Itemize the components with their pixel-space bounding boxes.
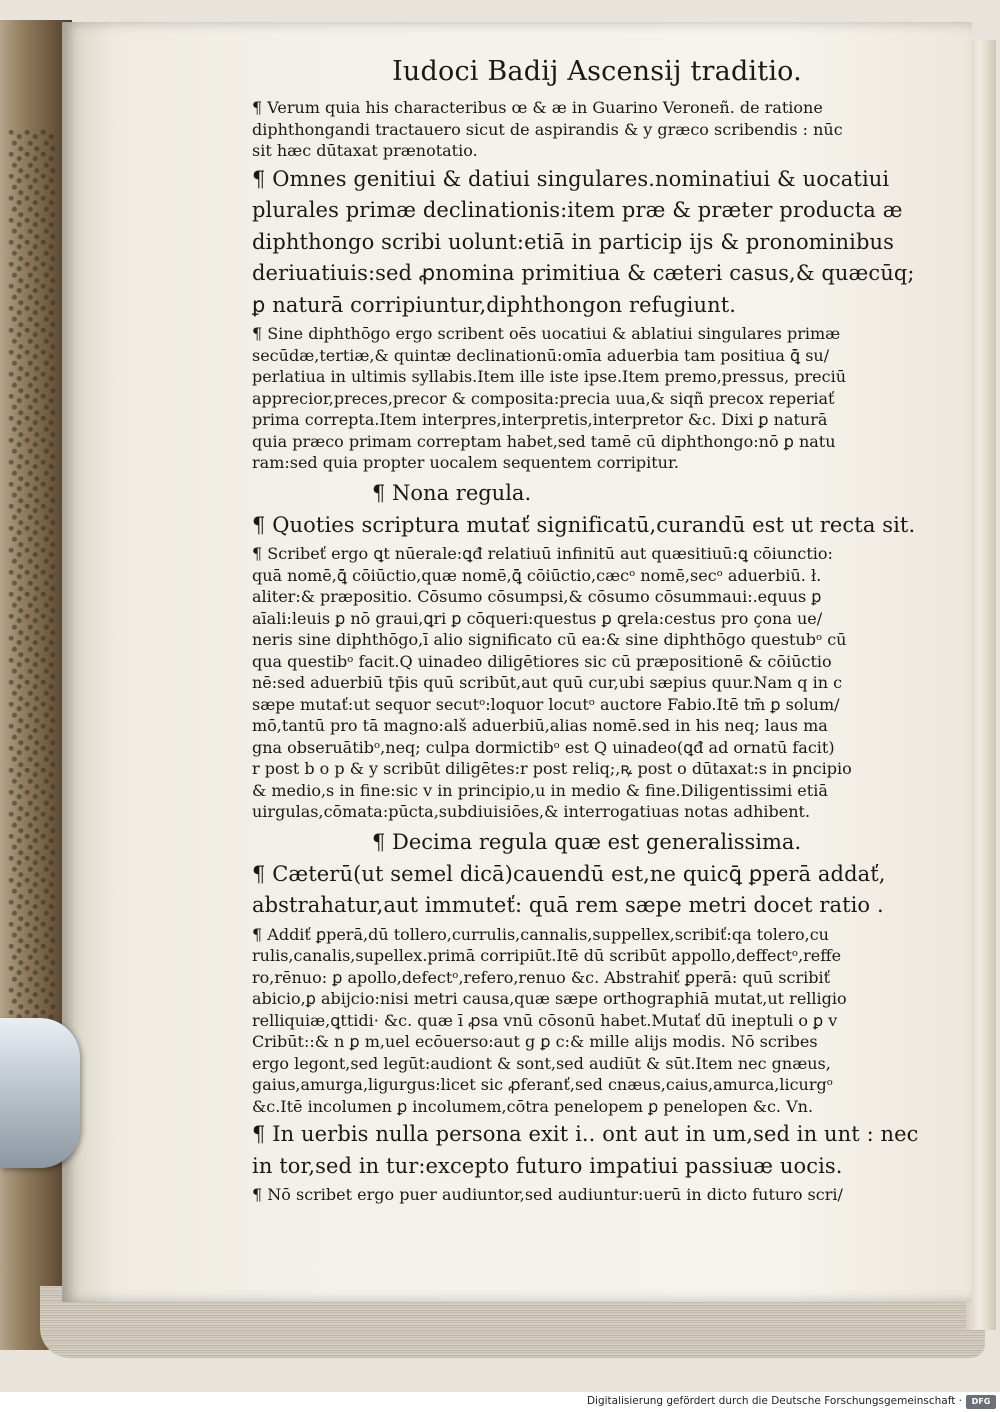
paragraph-heading: [252, 478, 912, 508]
running-head: Iudoci Badij Ascensij traditio.: [392, 56, 802, 87]
paragraph-rule: [252, 164, 915, 322]
text-line: ro,rēnuo: ꝑ apollo,defectᵒ,refero,renuo &c. Abstrahiť ꝑperā: quū scribiť: [252, 967, 831, 987]
binding-texture: [8, 130, 56, 1130]
text-line: ¶ Scribeť ergo ꝗt nūerale:ꝗđ relatiuū infinitū aut quæsitiuū:ꝗ cōiunctio:: [252, 544, 833, 563]
paragraph-rule: [252, 1119, 919, 1182]
paragraph-body: [252, 543, 912, 823]
text-line: ¶ In uerbis nulla persona exit i.. ont aut in um,sed in unt : nec: [252, 1122, 919, 1146]
text-line: deriuatiuis:sed ꝓnomina primitiua & cæteri casus,& quæcūq;: [252, 261, 915, 285]
text-line: apprecior,preces,precor & composita:precia uua,& siqñ precox reperiať: [252, 388, 835, 408]
paragraph-heading: [252, 827, 912, 857]
paragraph-body: [252, 97, 912, 162]
text-line: aliter:& præpositio. Cōsumo cōsumpsi,& cōsumo cōsummaui:.equus ꝑ: [252, 587, 822, 606]
text-line: aīali:leuis ꝑ nō graui,ꝗri ꝑ cōqueri:questus ꝑ ꝗrela:cestus pro çona ue/: [252, 608, 823, 628]
text-line: ¶ Omnes genitiui & datiui singulares.nominatiui & uocatiui: [252, 166, 890, 191]
text-line: & medio,s in fine:sic v in principio,u in medio & fine.Diligentissimi etiā: [252, 780, 828, 800]
paragraph-body: [252, 323, 912, 474]
paragraph-rule: [252, 859, 912, 922]
text-line: ¶ Nō scribet ergo puer audiuntor,sed audiuntur:uerū in dicto futuro scri/: [252, 1185, 843, 1204]
paragraph-body: [252, 1184, 912, 1206]
text-line: nē:sed aduerbiū tp̄is quū scribūt,aut quū cur,ubi sæpius quur.Nam q in c: [252, 673, 843, 692]
text-line: gaius,amurga,ligurgus:licet sic ꝓferanť,sed cnæus,caius,amurca,licurgᵒ: [252, 1075, 833, 1094]
text-line: ¶ Quoties scriptura mutať significatū,curandū est ut recta sit.: [252, 512, 916, 537]
text-line: sit hæc dūtaxat prænotatio.: [252, 141, 478, 160]
text-line: neris sine diphthōgo,ī alio significato cū ea:& sine diphthōgo questubᵒ cū: [252, 630, 847, 649]
text-line: ¶ Cæterū(ut semel dicā)cauendū est,ne quicꝗ̄ ꝑperā addať,: [252, 861, 886, 886]
text-line: rulis,canalis,supellex.primā corripiūt.Itē dū scribūt appollo,deffectᵒ,reffe: [252, 946, 842, 965]
text-line: prima correpta.Item interpres,interpretis,interpretor &c. Dixi ꝑ naturā: [252, 410, 828, 429]
text-line: ¶ Sine diphthōgo ergo scribent oēs uocatiui & ablatiui singulares primæ: [252, 324, 841, 343]
text-line: quā nomē,ꝗ̄ cōiūctio,quæ nomē,ꝗ̄ cōiūctio,cæcᵒ nomē,secᵒ aduerbiū. ł.: [252, 565, 822, 585]
text-line: ꝑ naturā corripiuntur,diphthongon refugiunt.: [252, 292, 737, 317]
text-line: ¶ Decima regula quæ est generalissima.: [372, 829, 802, 854]
text-line: ¶ Addiť ꝑperā,dū tollero,currulis,cannalis,suppellex,scribiť:qa tolero,cu: [252, 924, 829, 944]
text-line: abstrahatur,aut immuteť: quā rem sæpe metri docet ratio .: [252, 893, 884, 917]
text-line: qua questibᵒ facit.Q uinadeo diligētiores sic cū præpositionē & cōiūctio: [252, 651, 832, 671]
funding-credit: Digitalisierung gefördert durch die Deutsche Forschungsgemeinschaft ·: [586, 1395, 962, 1407]
text-line: mō,tantū pro tā magno:alš aduerbiū,alias nomē.sed in his neq; laus ma: [252, 716, 828, 735]
text-line: r post b o p & y scribūt diligētes:r post reliq;,ꝶ post o dūtaxat:s in ꝑncipio: [252, 759, 852, 778]
text-line: in tor,sed in tur:excepto futuro impatiui passiuæ uocis.: [252, 1153, 843, 1178]
text-line: uirgulas,cōmata:pūcta,subdiuisiōes,& interrogatiuas notas adhibent.: [252, 802, 811, 821]
text-line: plurales primæ declinationis:item præ & præter producta æ: [252, 198, 903, 222]
paragraph-body: [252, 924, 912, 1118]
text-line: ergo legont,sed legūt:audiont & sont,sed audiūt & sūt.Item nec gnæus,: [252, 1053, 831, 1073]
text-line: diphthongandi tractauero sicut de aspirandis & y græco scribendis : nūc: [252, 119, 843, 139]
paragraphs: [252, 97, 919, 1206]
text-line: quia præco primam correptam habet,sed tamē cū diphthongo:nō ꝑ natu: [252, 431, 836, 451]
text-line: diphthongo scribi uolunt:etiā in particip ijs & pronominibus: [252, 229, 894, 254]
paragraph-rule: [252, 510, 916, 542]
text-line: sæpe mutať:ut sequor secutᵒ:loquor locutᵒ auctore Fabio.Itē tm̄ ꝑ solum/: [252, 694, 840, 714]
dfg-logo: DFG: [966, 1395, 996, 1409]
text-line: gna obseruātibᵒ,neq; culpa dormictibᵒ est Q uinadeo(ꝗđ ad ornatū facit): [252, 737, 835, 757]
text-line: abicio,ꝑ abijcio:nisi metri causa,quæ sæpe orthographiā mutat,ut relligio: [252, 989, 847, 1008]
text-line: ram:sed quia propter uocalem sequentem corripitur.: [252, 453, 679, 472]
text-line: ¶ Nona regula.: [372, 480, 532, 505]
text-line: &c.Itē incolumen ꝑ incolumem,cōtra penelopem ꝑ penelopen &c. Vn.: [252, 1096, 814, 1116]
text-line: Cribūt::& n ꝑ m,uel ecōuerso:aut g ꝑ c:& mille alijs modis. Nō scribes: [252, 1032, 818, 1051]
text-line: relliquiæ,ꝗttidi· &c. quæ ī ꝓsa vnū cōsonū habet.Mutať dū ineptuli o ꝑ v: [252, 1010, 838, 1030]
text-line: perlatiua in ultimis syllabis.Item ille iste ipse.Item premo,pressus, preciū: [252, 367, 846, 386]
metal-page-clip: [0, 1018, 80, 1168]
page-text-block: [252, 56, 919, 1208]
text-line: ¶ Verum quia his characteribus œ & æ in Guarino Veroneñ. de ratione: [252, 98, 823, 117]
text-line: secūdæ,tertiæ,& quintæ declinationū:omīa aduerbia tam positiua ꝗ̄ su/: [252, 345, 830, 365]
footer-bar: [0, 1392, 1000, 1412]
